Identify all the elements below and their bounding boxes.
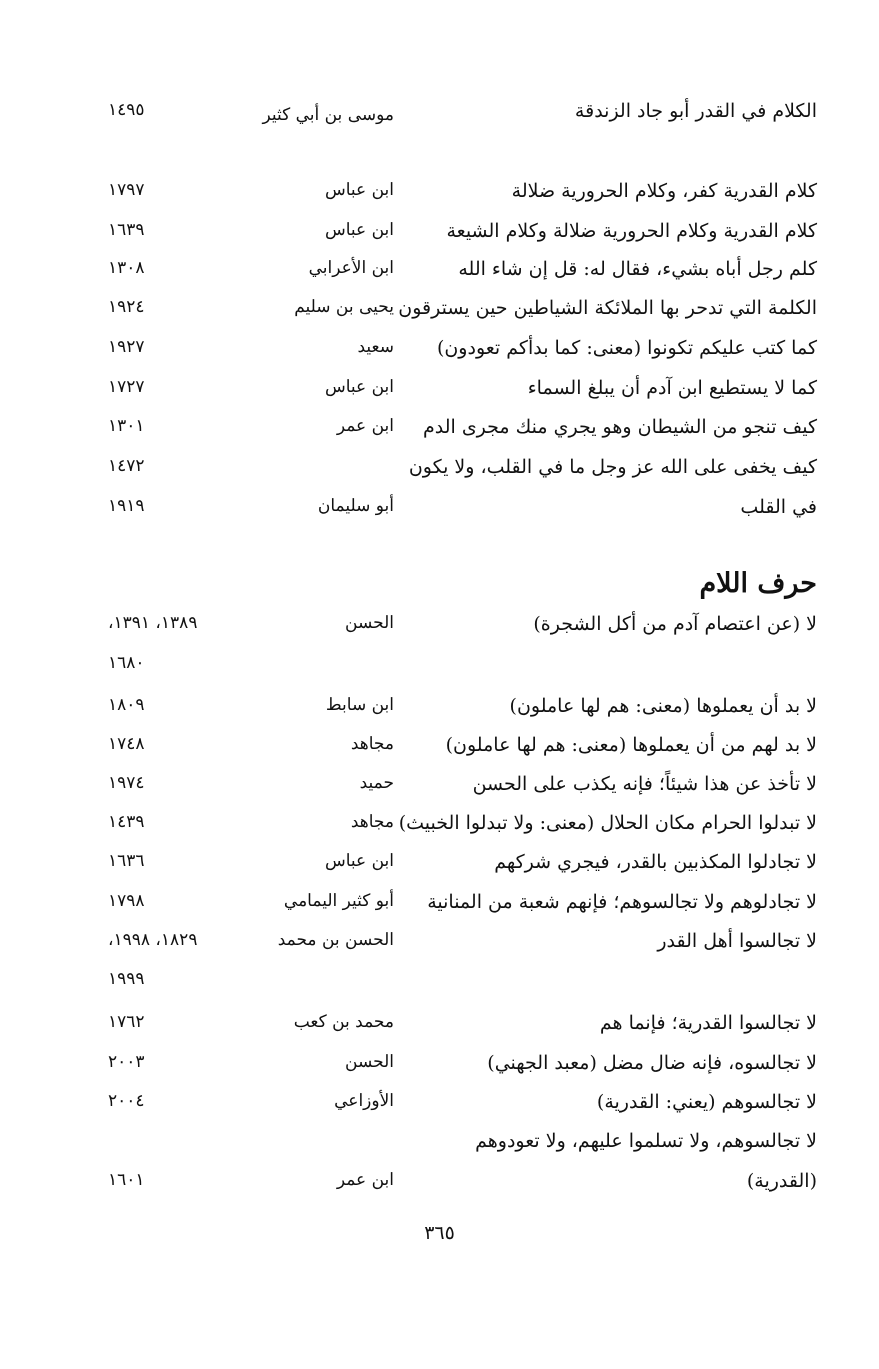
entry-text: كلم رجل أباه بشيء، فقال له: قل إن شاء الله bbox=[458, 258, 817, 280]
list-item bbox=[0, 180, 879, 220]
list-item bbox=[0, 930, 879, 970]
entry-narrator: محمد بن كعب bbox=[293, 1012, 394, 1032]
entry-text: الكلمة التي تدحر بها الملائكة الشياطين حين يسترقون bbox=[398, 297, 817, 319]
entry-narrator: ابن عمر bbox=[336, 1170, 394, 1190]
entry-narrator: ابن عباس bbox=[324, 180, 394, 200]
list-item bbox=[0, 891, 879, 931]
entry-text: كيف يخفى على الله عز وجل ما في القلب، ولا يكون bbox=[408, 456, 817, 478]
list-item bbox=[0, 1052, 879, 1092]
entry-text: لا تجادلوا المكذبين بالقدر، فيجري شركهم bbox=[494, 851, 817, 873]
entry-refs: ٢٠٠٤ bbox=[108, 1091, 145, 1111]
entry-text: لا تأخذ عن هذا شيئاً؛ فإنه يكذب على الحسن bbox=[472, 773, 817, 795]
entry-refs: ١٤٧٢ bbox=[108, 456, 145, 476]
entry-narrator: الحسن bbox=[345, 613, 394, 633]
entry-refs: ١٣٠٨ bbox=[108, 258, 145, 278]
entry-text: كيف تنجو من الشيطان وهو يجري منك مجرى الدم bbox=[422, 416, 817, 438]
entry-narrator: ابن الأعرابي bbox=[308, 258, 394, 278]
entry-refs: ١٦٣٩ bbox=[108, 220, 145, 240]
entry-refs: ١٩٢٤ bbox=[108, 297, 145, 317]
entry-narrator: أبو كثير اليمامي bbox=[283, 891, 394, 911]
entry-refs: ١٩٩٩ bbox=[108, 969, 145, 989]
list-item bbox=[0, 613, 879, 653]
entry-refs: ١٧٦٢ bbox=[108, 1012, 145, 1032]
entry-narrator: مجاهد bbox=[350, 812, 394, 832]
entry-text: كما كتب عليكم تكونوا (معنى: كما بدأكم تعودون) bbox=[436, 337, 817, 359]
list-item bbox=[0, 734, 879, 774]
entry-narrator: ابن عباس bbox=[324, 851, 394, 871]
entry-refs: ١٨٢٩، ١٩٩٨، bbox=[108, 930, 198, 950]
entry-text: لا تجالسوهم، ولا تسلموا عليهم، ولا تعودوهم bbox=[475, 1130, 817, 1152]
entry-text: كما لا يستطيع ابن آدم أن يبلغ السماء bbox=[527, 377, 817, 399]
list-item bbox=[0, 258, 879, 298]
entry-text: في القلب bbox=[740, 496, 817, 518]
list-item bbox=[0, 297, 879, 337]
entry-refs: ٢٠٠٣ bbox=[108, 1052, 145, 1072]
entry-text: لا بد لهم من أن يعملوها (معنى: هم لها عاملون) bbox=[445, 734, 817, 756]
list-item bbox=[0, 1091, 879, 1131]
entry-text: لا تجالسوه، فإنه ضال مضل (معبد الجهني) bbox=[487, 1052, 817, 1074]
entry-refs: ١٩٧٤ bbox=[108, 773, 145, 793]
entry-text: لا تجالسوهم (يعني: القدرية) bbox=[596, 1091, 817, 1113]
entry-text: لا تجالسوا القدرية؛ فإنما هم bbox=[599, 1012, 817, 1034]
entry-refs: ١٤٣٩ bbox=[108, 812, 145, 832]
list-item bbox=[0, 496, 879, 536]
list-item bbox=[0, 1170, 879, 1210]
list-item bbox=[0, 416, 879, 456]
entry-narrator: يحيى بن سليم bbox=[294, 297, 394, 317]
list-item bbox=[0, 456, 879, 496]
entry-refs: ١٩٢٧ bbox=[108, 337, 145, 357]
entry-text: كلام القدرية كفر، وكلام الحرورية ضلالة bbox=[511, 180, 817, 202]
entry-text: لا تجادلوهم ولا تجالسوهم؛ فإنهم شعبة من المنانية bbox=[427, 891, 817, 913]
list-item bbox=[0, 337, 879, 377]
entry-text: كلام القدرية وكلام الحرورية ضلالة وكلام الشيعة bbox=[446, 220, 817, 242]
entry-refs: ١٨٠٩ bbox=[108, 695, 145, 715]
entry-narrator: سعيد bbox=[357, 337, 394, 357]
entry-narrator: حميد bbox=[359, 773, 394, 793]
entry-narrator: مجاهد bbox=[350, 734, 394, 754]
entry-text: لا بد أن يعملوها (معنى: هم لها عاملون) bbox=[509, 695, 817, 717]
entry-refs: ١٧٤٨ bbox=[108, 734, 145, 754]
list-item bbox=[0, 1130, 879, 1170]
entry-refs: ١٦٣٦ bbox=[108, 851, 145, 871]
entry-narrator: ابن عباس bbox=[324, 220, 394, 240]
entry-refs: ١٦٨٠ bbox=[108, 653, 145, 673]
list-item bbox=[0, 377, 879, 417]
entry-narrator: الأوزاعي bbox=[334, 1091, 394, 1111]
entry-refs: ١٣٨٩، ١٣٩١، bbox=[108, 613, 198, 633]
list-item bbox=[0, 1012, 879, 1052]
entry-text: (القدرية) bbox=[746, 1170, 817, 1192]
entry-refs: ١٤٩٥ bbox=[108, 100, 145, 120]
entry-refs: ١٧٩٧ bbox=[108, 180, 145, 200]
list-item bbox=[0, 773, 879, 813]
entry-narrator: الحسن بن محمد bbox=[277, 930, 394, 950]
entry-text: لا (عن اعتصام آدم من أكل الشجرة) bbox=[533, 613, 817, 635]
list-item bbox=[0, 695, 879, 735]
entry-narrator: ابن عباس bbox=[324, 377, 394, 397]
entry-refs: ١٩١٩ bbox=[108, 496, 145, 516]
list-item bbox=[0, 812, 879, 852]
entry-refs: ١٣٠١ bbox=[108, 416, 145, 436]
entry-refs: ١٧٩٨ bbox=[108, 891, 145, 911]
entry-text: لا تجالسوا أهل القدر bbox=[657, 930, 817, 952]
entry-narrator: موسى بن أبي كثير bbox=[262, 105, 394, 125]
section-heading: حرف اللام bbox=[699, 568, 817, 599]
list-item-continuation bbox=[0, 969, 879, 1009]
entry-narrator: ابن عمر bbox=[336, 416, 394, 436]
entry-narrator: ابن سابط bbox=[325, 695, 394, 715]
entry-text: الكلام في القدر أبو جاد الزندقة bbox=[574, 100, 817, 122]
list-item bbox=[0, 851, 879, 891]
entry-narrator: الحسن bbox=[345, 1052, 394, 1072]
list-item bbox=[0, 100, 879, 140]
entry-refs: ١٦٠١ bbox=[108, 1170, 145, 1190]
entry-refs: ١٧٢٧ bbox=[108, 377, 145, 397]
entry-text: لا تبدلوا الحرام مكان الحلال (معنى: ولا تبدلوا الخبيث) bbox=[398, 812, 817, 834]
list-item bbox=[0, 220, 879, 260]
page-number: ٣٦٥ bbox=[424, 1222, 455, 1244]
list-item-continuation bbox=[0, 653, 879, 693]
entry-narrator: أبو سليمان bbox=[317, 496, 394, 516]
